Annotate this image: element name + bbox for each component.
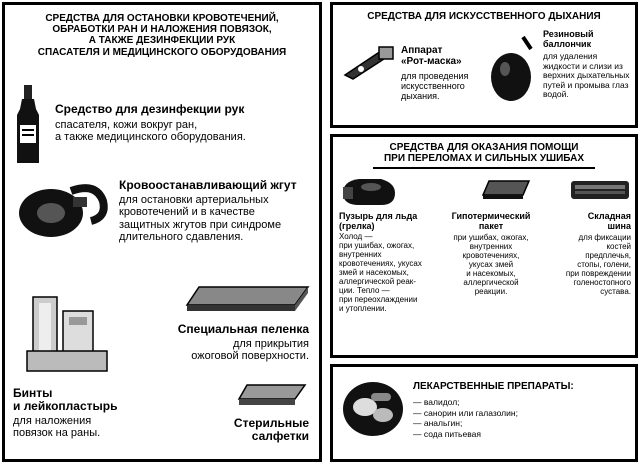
title-line: Бинты [13, 386, 53, 400]
left-panel-title [5, 13, 319, 58]
title-line: ПРИ ПЕРЕЛОМАХ И СИЛЬНЫХ УШИБАХ [383, 153, 584, 165]
title-line: СРЕДСТВА ДЛЯ ОСТАНОВКИ КРОВОТЕЧЕНИЙ, [45, 13, 279, 24]
desc-line: кровотечениях, [462, 250, 520, 260]
desc-line: искусственного [401, 81, 465, 92]
desc-line: укусах змей [468, 259, 514, 269]
wipes-title [205, 417, 309, 444]
medicine-list [413, 397, 518, 440]
tourniquet-icon [11, 177, 111, 247]
hypo-pack-icon [481, 179, 531, 201]
splint-desc [539, 234, 631, 297]
mask-desc [401, 71, 468, 101]
breathing-title: СРЕДСТВА ДЛЯ ИСКУССТВЕННОГО ДЫХАНИЯ [367, 11, 601, 22]
title-line: шина [607, 221, 631, 232]
title-line: А ТАКЖЕ ДЕЗИНФЕКЦИИ РУК [88, 35, 236, 47]
breathing-panel [330, 2, 638, 128]
title-line: Аппарат [401, 45, 443, 56]
desc-line: ожоговой поверхности. [191, 350, 309, 363]
fractures-title [333, 142, 635, 164]
bulb-desc [543, 52, 630, 100]
desc-line: а также медицинского оборудования. [55, 131, 246, 144]
desc-line: водой. [543, 89, 569, 100]
desc-line: для проведения [401, 71, 469, 81]
desc-line: и насекомых, [466, 268, 516, 278]
desc-line: жидкости и слизи из [543, 60, 623, 71]
bulb-title [543, 29, 593, 49]
title-line: Резиновый [543, 29, 594, 39]
desc-line: кровотечений и в качестве [119, 206, 255, 219]
desc-line: спасателя, кожи вокруг ран, [55, 119, 198, 131]
sheet-desc [125, 338, 309, 363]
mask-icon [341, 45, 399, 81]
splint-icon [569, 177, 631, 207]
desc-line: предплечья, [585, 250, 631, 260]
medicine-panel [330, 364, 638, 462]
tourniquet-desc [119, 194, 281, 243]
desc-line: длительного сдавления. [119, 230, 244, 243]
wipes-icon [237, 383, 307, 407]
desc-line: для прикрытия [232, 338, 309, 350]
desc-line: для остановки артериальных [119, 194, 269, 206]
pills-icon [341, 379, 405, 439]
title-line: и лейкопластырь [13, 399, 118, 414]
desc-line: для удаления [543, 51, 598, 61]
desc-line: повязок на раны. [13, 427, 101, 440]
desc-line: при ушибах, ожогах, [453, 233, 529, 242]
desc-line: защитных жгутов при синдроме [119, 218, 282, 231]
desc-line: дыхания. [401, 91, 440, 102]
title-line: Гипотермический [451, 211, 531, 221]
disinfect-title: Средство для дезинфекции рук [55, 102, 245, 116]
title-line: СРЕДСТВА ДЛЯ ОКАЗАНИЯ ПОМОЩИ [389, 142, 579, 153]
mask-title [401, 45, 462, 67]
title-line: баллончик [543, 39, 592, 50]
bulb-icon [483, 35, 537, 105]
desc-line: и утоплении. [339, 303, 387, 313]
desc-line: сустава. [600, 286, 631, 296]
sheet-icon [185, 285, 310, 313]
desc-line: для наложения [13, 415, 92, 427]
list-item: — санорин или галазолин; [413, 407, 518, 418]
title-underline [373, 167, 595, 169]
title-line: Складная [587, 211, 631, 221]
bottle-icon [13, 85, 43, 165]
title-line: СПАСАТЕЛЯ И МЕДИЦИНСКОГО ОБОРУДОВАНИЯ [37, 46, 287, 58]
title-line: ОБРАБОТКИ РАН И НАЛОЖЕНИЯ ПОВЯЗОК, [52, 24, 272, 36]
list-item: — сода питьевая [413, 428, 481, 439]
desc-line: костей [606, 241, 631, 251]
desc-line: внутренних [469, 241, 513, 251]
desc-line: верхних дыхательных [543, 70, 630, 81]
title-line: «Рот-маска» [401, 56, 462, 68]
icebag-icon [341, 175, 397, 207]
desc-line: голеностопного [573, 277, 631, 287]
splint-title [553, 211, 631, 231]
hypo-desc [439, 234, 543, 297]
title-line: Стерильные [233, 416, 309, 430]
desc-line: внутренних [339, 249, 382, 259]
desc-line: для фиксации [578, 233, 631, 242]
desc-line: кровотечениях, укусах [339, 258, 422, 268]
title-line: Пузырь для льда [339, 211, 418, 221]
icebag-desc [339, 233, 422, 314]
desc-line: при ушибах, ожогах, [339, 240, 415, 250]
desc-line: при переохлаждении [339, 294, 418, 304]
list-item: — валидол; [413, 397, 460, 407]
disinfect-desc [55, 119, 246, 144]
medicine-title: ЛЕКАРСТВЕННЫЕ ПРЕПАРАТЫ: [413, 381, 574, 392]
title-line: (грелка) [339, 221, 375, 232]
tourniquet-title: Кровоостанавливающий жгут [119, 178, 297, 192]
desc-line: аллергической [463, 277, 519, 287]
bandage-icon [23, 291, 113, 377]
title-line: салфетки [251, 429, 309, 444]
desc-line: стопы, голени, [577, 259, 631, 269]
icebag-title [339, 211, 417, 231]
desc-line: Холод — [339, 232, 373, 241]
desc-line: ции. Тепло — [339, 285, 390, 295]
left-panel [2, 2, 322, 462]
bandage-desc [13, 415, 100, 440]
desc-line: змей и насекомых, [339, 267, 409, 277]
desc-line: аллергической реак- [339, 276, 416, 286]
title-line: пакет [478, 221, 504, 232]
bandage-title [13, 387, 117, 414]
desc-line: путей и промыва глаз [543, 79, 629, 90]
desc-line: реакции. [474, 286, 508, 296]
list-item: — анальгин; [413, 418, 463, 429]
sheet-title: Специальная пеленка [177, 322, 309, 336]
hypo-title [441, 211, 541, 231]
desc-line: при повреждении [565, 268, 631, 278]
fractures-panel [330, 134, 638, 358]
